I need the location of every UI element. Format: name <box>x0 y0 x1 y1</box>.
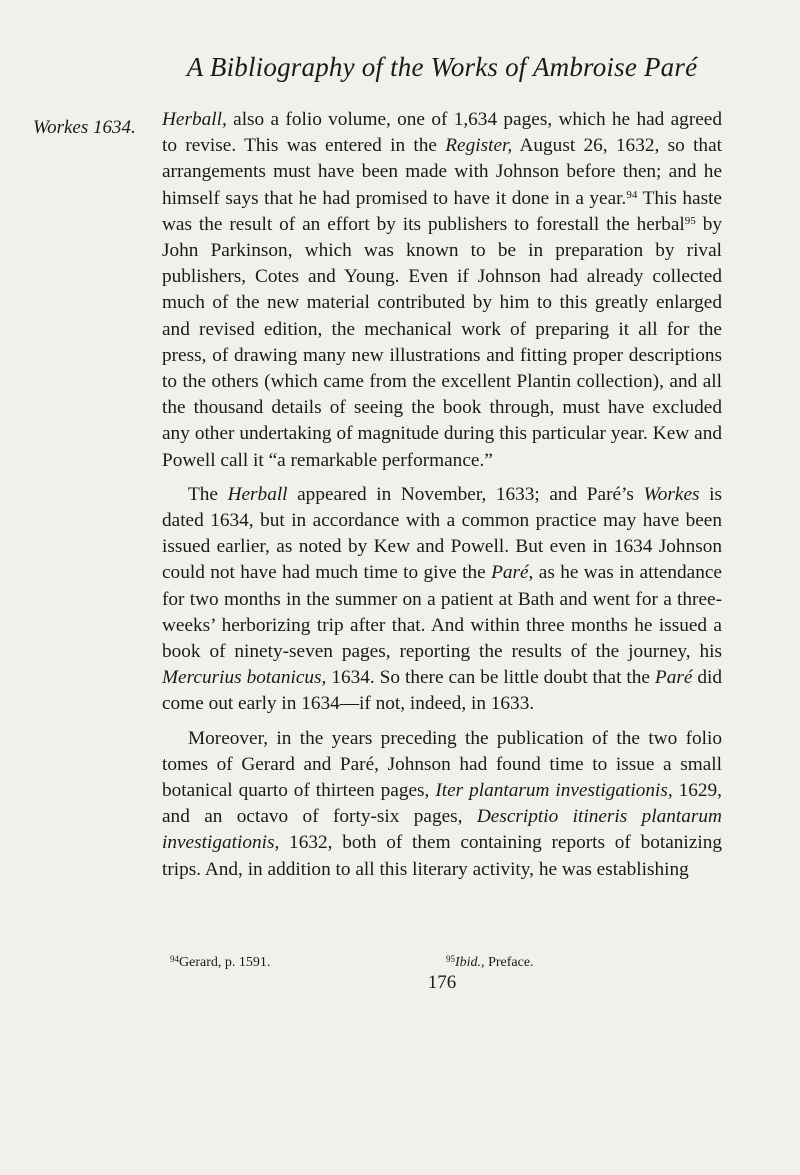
italic-text: Register, <box>445 135 513 157</box>
footnote-number: 95 <box>446 954 455 964</box>
italic-text: Descriptio itineris plantarum investigationis, <box>162 806 722 854</box>
paragraph <box>162 726 722 883</box>
running-title: A Bibliography of the Works of Ambroise Paré <box>186 52 698 82</box>
text-run: August 26, 1632, so that arrangements must have been made with Johnson before then; and he himself says that he had promised to have it done in a year. <box>162 135 722 209</box>
text-run: did come out early in 1634—if not, indeed, in 1633. <box>162 667 723 715</box>
text-run: 1634. So there can be little doubt that the <box>326 667 655 689</box>
page-number: 176 <box>427 972 457 993</box>
text-run: The <box>188 483 228 505</box>
footnote-number: 94 <box>170 954 179 964</box>
footnote <box>170 955 270 971</box>
text-run: as he was in attendance for two months in the summer on a patient at Bath and went for a three-weeks’ herborizing trip after that. And within three months he issued a book of ninety-seven pages, reporting the results of the journey, his <box>162 562 722 663</box>
italic-text: Herball, <box>162 109 227 130</box>
italic-text: Ibid., <box>455 955 485 970</box>
text-run: 1629, and an octavo of forty-six pages, <box>162 780 722 828</box>
italic-text: Paré, <box>491 562 534 584</box>
text-run: 1632, both of them containing reports of botanizing trips. And, in addition to all this literary activity, he was establishing <box>162 832 722 880</box>
text-run: is dated 1634, but in accordance with a common practice may have been issued earlier, as noted by Kew and Powell. But even in 1634 Johnson could not have had much time to give the <box>162 483 723 584</box>
text-run: also a folio volume, one of 1,634 pages, which he had agreed to revise. This was entered in the <box>162 109 722 157</box>
italic-text: Iter plantarum investigationis, <box>435 780 673 802</box>
body-text <box>162 107 722 883</box>
footnote-ref: 94 <box>626 188 638 201</box>
paragraph <box>162 482 722 718</box>
footnote-ref: 95 <box>684 214 696 227</box>
italic-text: Mercurius botanicus, <box>162 667 327 689</box>
text-run: appeared in November, 1633; and Paré’s <box>287 483 644 505</box>
text-run: Gerard, p. 1591. <box>179 955 271 970</box>
text-run: Moreover, in the years preceding the publication of the two folio tomes of Gerard and Paré, Johnson had found time to issue a small botanical quarto of thirteen pages, <box>162 727 722 802</box>
margin-note: Workes 1634. <box>33 117 136 138</box>
italic-text: Workes <box>643 483 700 505</box>
text-run: by John Parkinson, which was known to be in preparation by rival publishers, Cotes and Young. Even if Johnson had already collected much of the new material contributed by him to this greatly enlarged and revised edition, the mechanical work of preparing it all for the press, of drawing many new illustrations and fitting proper descriptions to the others (which came from the excellent Plantin collection), and all the thousand details of seeing the book through, must have excluded any other undertaking of magnitude during this particular year. Kew and Powell call it “a remarkable performance.” <box>162 213 722 471</box>
paragraph <box>162 107 722 474</box>
italic-text: Paré <box>654 667 693 689</box>
text-run: This haste was the result of an effort by its publishers to forestall the herbal <box>162 187 722 235</box>
text-run: Preface. <box>484 955 534 970</box>
italic-text: Herball <box>227 483 288 505</box>
footnote <box>446 955 534 971</box>
